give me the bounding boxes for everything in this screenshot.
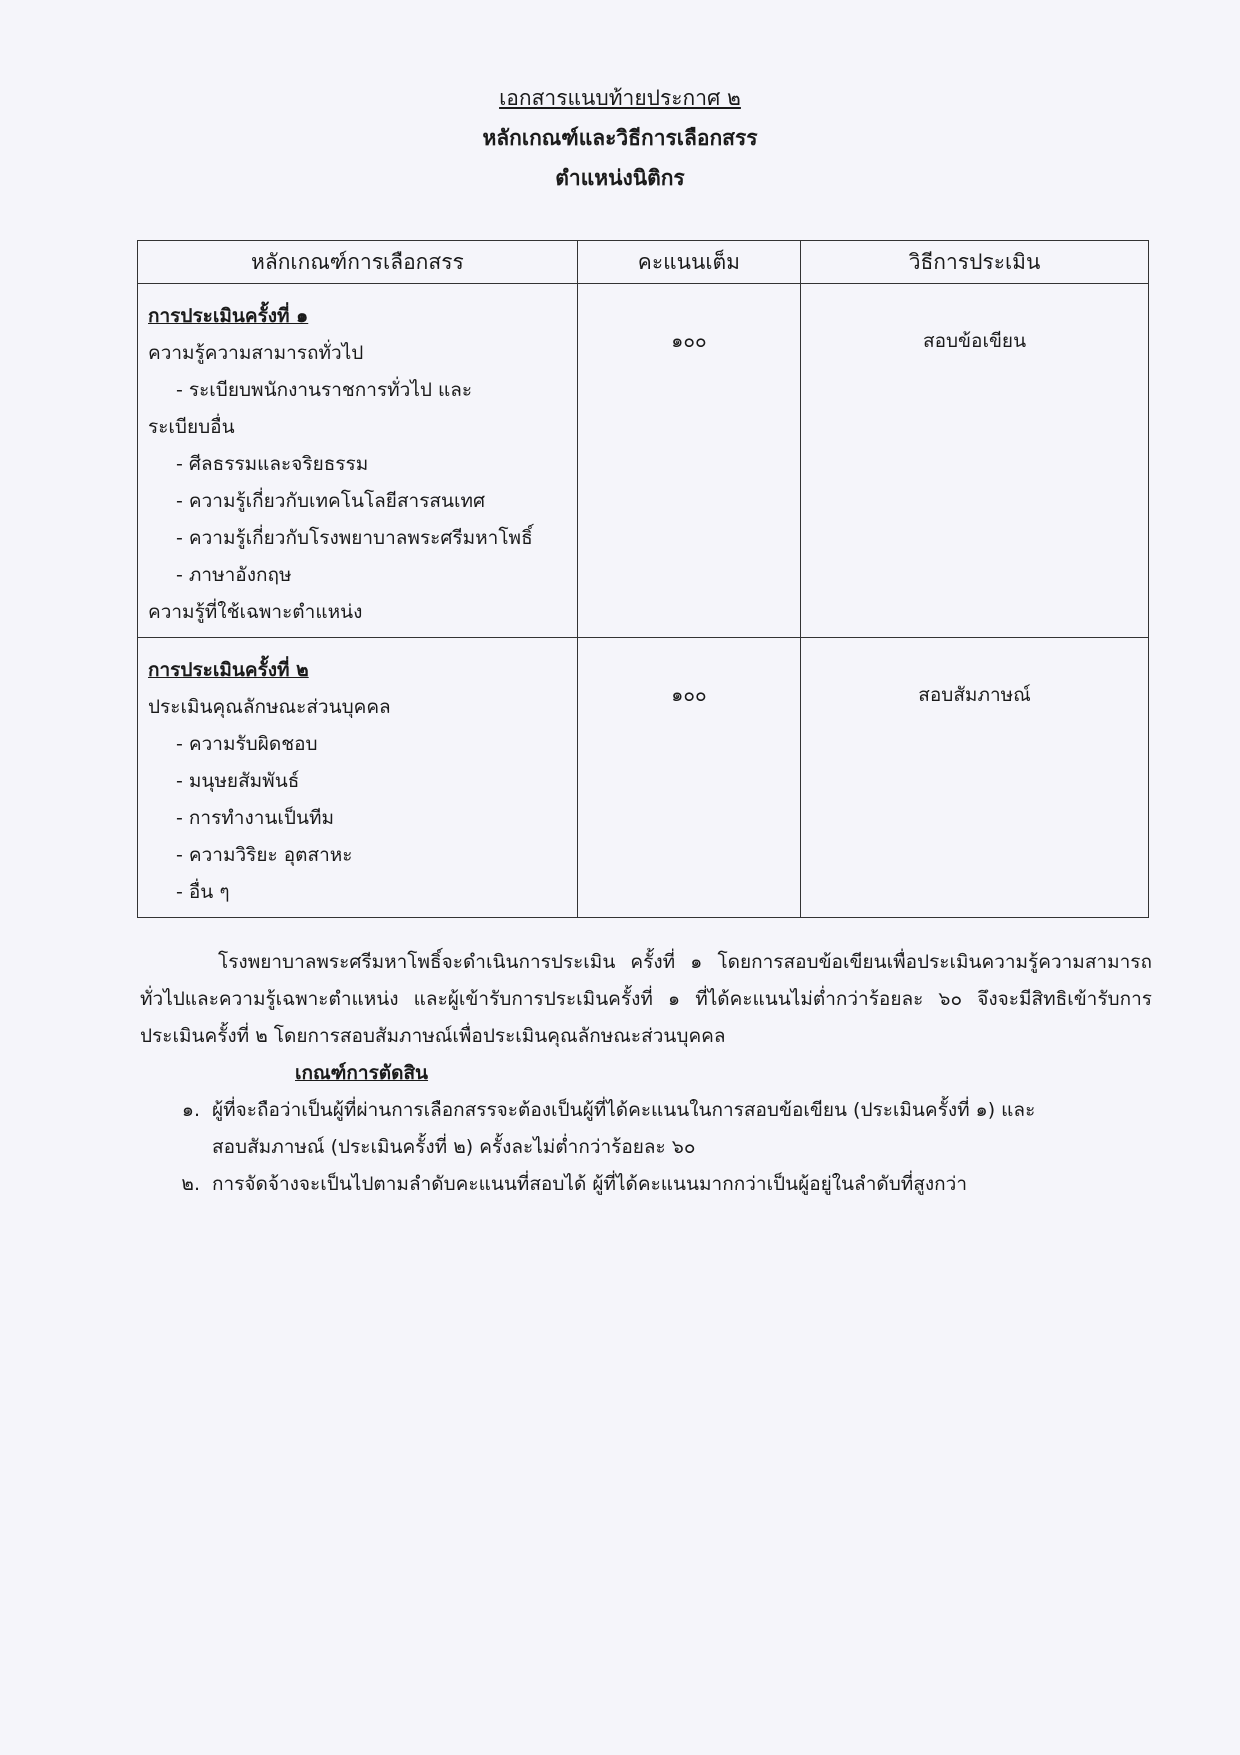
list-item: ความรู้ที่ใช้เฉพาะตำแหน่ง — [148, 601, 363, 623]
item-text: ผู้ที่จะถือว่าเป็นผู้ที่ผ่านการเลือกสรรจะต้องเป็นผู้ที่ได้คะแนนในการสอบข้อเขียน (ประเมินครั้งที่ ๑) และ — [212, 1099, 1036, 1121]
list-item: - อื่น ๆ — [176, 881, 230, 903]
round-2-criteria — [138, 638, 578, 918]
attachment-title: เอกสารแนบท้ายประกาศ ๒ — [499, 86, 741, 110]
list-item: - ศีลธรรมและจริยธรรม — [176, 453, 369, 475]
round-2-title: การประเมินครั้งที่ ๒ — [148, 659, 309, 681]
list-item: ประเมินคุณลักษณะส่วนบุคคล — [148, 696, 391, 718]
list-item: ระเบียบอื่น — [148, 416, 235, 438]
judging-criteria-title: เกณฑ์การตัดสิน — [295, 1062, 429, 1084]
item-text: การจัดจ้างจะเป็นไปตามลำดับคะแนนที่สอบได้ ผู้ที่ได้คะแนนมากกว่าเป็นผู้อยู่ในลำดับที่สูงกว่า — [212, 1173, 967, 1195]
list-item: - ความรับผิดชอบ — [176, 733, 318, 755]
round-2-method: สอบสัมภาษณ์ — [801, 638, 1149, 918]
header-full-score: คะแนนเต็ม — [577, 241, 800, 284]
list-item: - ความรู้เกี่ยวกับเทคโนโลยีสารสนเทศ — [176, 490, 486, 512]
round-2-score: ๑๐๐ — [577, 638, 800, 918]
list-item: - การทำงานเป็นทีม — [176, 807, 334, 829]
evaluation-paragraph: โรงพยาบาลพระศรีมหาโพธิ์จะดำเนินการประเมิน ครั้งที่ ๑ โดยการสอบข้อเขียนเพื่อประเมินความรู้ความสามารถทั่วไปและความรู้เฉพาะตำแหน่ง และผู้เข้ารับการประเมินครั้งที่ ๑ ที่ได้คะแนนไม่ต่ำกว่าร้อยละ ๖๐ จึงจะมีสิทธิเข้ารับการประเมินครั้งที่ ๒ โดยการสอบสัมภาษณ์เพื่อประเมินคุณลักษณะส่วนบุคคล — [140, 951, 1152, 1047]
criteria-title: หลักเกณฑ์และวิธีการเลือกสรร — [482, 126, 758, 150]
criteria-table — [137, 240, 1149, 918]
item-number: ๑. — [181, 1099, 200, 1121]
list-item: - ความรู้เกี่ยวกับโรงพยาบาลพระศรีมหาโพธิ์ — [176, 527, 533, 549]
document-heading — [0, 78, 1240, 198]
list-item: - มนุษยสัมพันธ์ — [176, 770, 300, 792]
list-item — [140, 1166, 1152, 1203]
table-header-row — [138, 241, 1149, 284]
list-item — [140, 1092, 1152, 1166]
table-row — [138, 284, 1149, 638]
list-item: ความรู้ความสามารถทั่วไป — [148, 342, 364, 364]
list-item: - ความวิริยะ อุตสาหะ — [176, 844, 353, 866]
item-text: สอบสัมภาษณ์ (ประเมินครั้งที่ ๒) ครั้งละไม่ต่ำกว่าร้อยละ ๖๐ — [212, 1136, 696, 1158]
item-number: ๒. — [181, 1173, 200, 1195]
header-criteria: หลักเกณฑ์การเลือกสรร — [138, 241, 578, 284]
list-item: - ภาษาอังกฤษ — [176, 564, 292, 586]
round-1-method: สอบข้อเขียน — [801, 284, 1149, 638]
position-title: ตำแหน่งนิติกร — [555, 166, 685, 190]
header-method: วิธีการประเมิน — [801, 241, 1149, 284]
list-item: - ระเบียบพนักงานราชการทั่วไป และ — [176, 379, 473, 401]
table-row — [138, 638, 1149, 918]
round-1-criteria — [138, 284, 578, 638]
round-1-score: ๑๐๐ — [577, 284, 800, 638]
body-text — [140, 944, 1152, 1203]
round-1-title: การประเมินครั้งที่ ๑ — [148, 305, 309, 327]
